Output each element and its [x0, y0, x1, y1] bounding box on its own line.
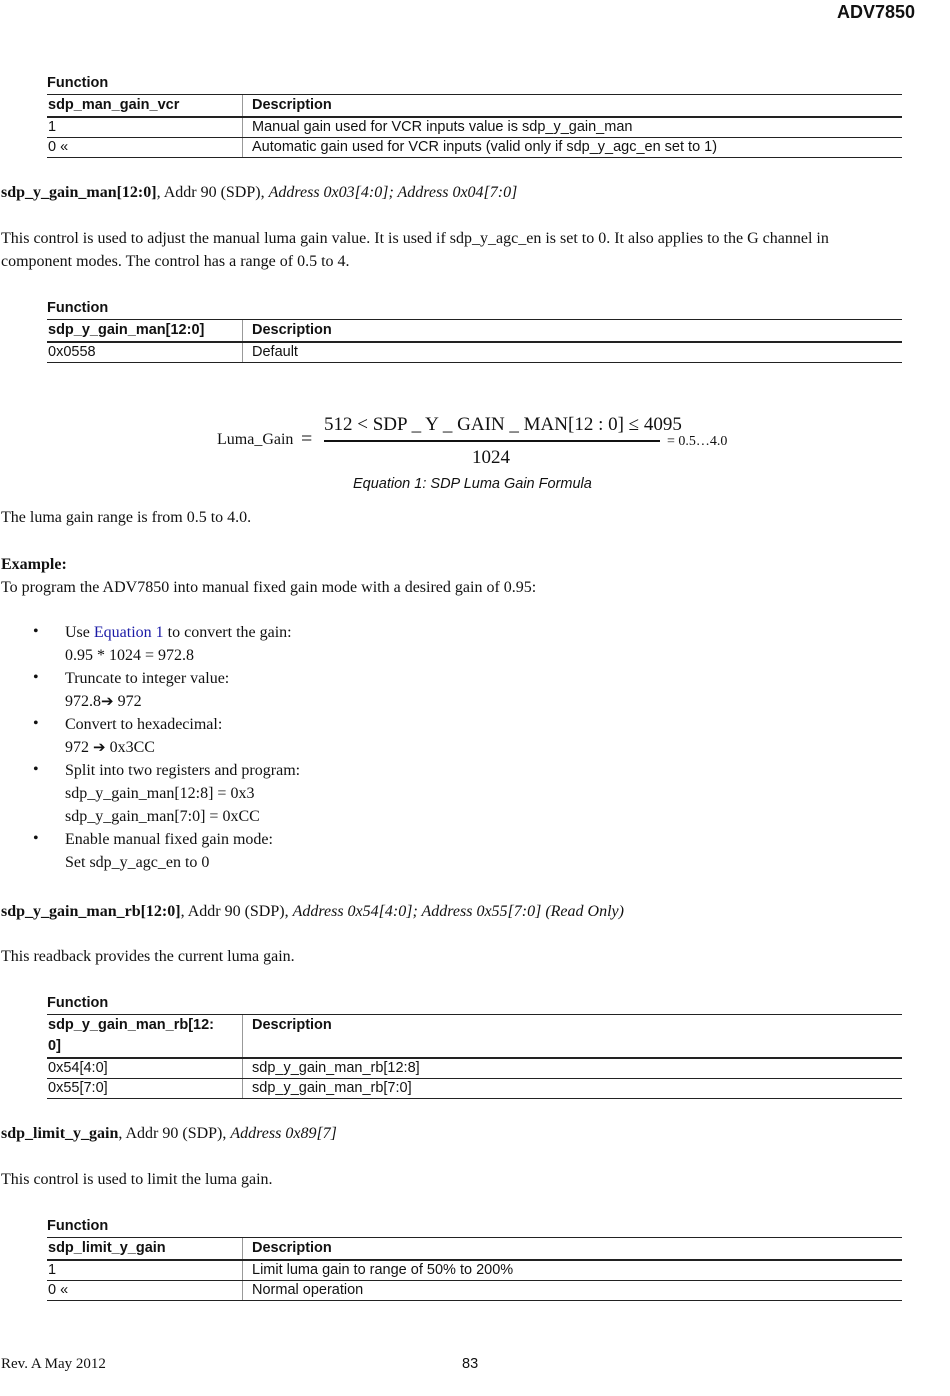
step-detail: Set sdp_y_agc_en to 0	[65, 854, 210, 871]
document-title: ADV7850	[836, 2, 915, 22]
step-line: Enable manual fixed gain mode:	[65, 831, 273, 848]
table-row	[47, 1281, 902, 1301]
table-cell: 1	[47, 118, 243, 137]
table-caption: Function	[47, 300, 109, 316]
table-sdp-y-gain-man	[47, 298, 902, 363]
register-address: Address 0x89[7]	[230, 1125, 337, 1142]
step-detail: sdp_y_gain_man[12:8] = 0x3	[65, 785, 255, 802]
list-item	[0, 758, 600, 827]
table-cell: Normal operation	[252, 1282, 364, 1298]
equation-rhs: = 0.5…4.0	[667, 434, 728, 449]
table-header	[47, 1014, 902, 1059]
column-header-line: 0]	[48, 1038, 61, 1054]
description-line: component modes. The control has a range of 0.5 to 4.	[1, 253, 350, 270]
table-cell: 0x0558	[47, 343, 243, 362]
column-header: sdp_man_gain_vcr	[47, 95, 243, 116]
column-header: Description	[252, 97, 332, 113]
page-number: 83	[462, 1356, 479, 1372]
column-header: Description	[252, 1017, 332, 1033]
register-name: sdp_y_gain_man[12:0]	[1, 184, 157, 201]
table-caption: Function	[47, 995, 109, 1011]
step-text: 972	[65, 739, 93, 756]
table-cell: Manual gain used for VCR inputs value is sdp_y_gain_man	[252, 119, 633, 135]
table-caption: Function	[47, 75, 109, 91]
table-cell: 0x54[4:0]	[47, 1059, 243, 1078]
equation-denominator: 1024	[472, 447, 510, 468]
bullet-icon: •	[33, 830, 39, 847]
register-addr: , Addr 90 (SDP),	[118, 1125, 231, 1142]
example-heading-text: Example:	[1, 556, 67, 573]
revision-text: Rev. A May 2012	[1, 1356, 106, 1372]
register-name: sdp_limit_y_gain	[1, 1125, 119, 1142]
arrow-right-icon: ➔	[101, 692, 114, 710]
register-heading	[1, 1122, 901, 1145]
arrow-right-icon: ➔	[93, 738, 106, 756]
column-header: sdp_y_gain_man[12:0]	[47, 320, 243, 341]
bullet-icon: •	[33, 715, 39, 732]
equation-equals: =	[301, 428, 313, 450]
list-item	[0, 620, 600, 666]
table-row	[47, 1079, 902, 1099]
step-line: Split into two registers and program:	[65, 762, 301, 779]
register-description	[1, 227, 901, 273]
step-line: Truncate to integer value:	[65, 670, 230, 687]
table-cell: 0 «	[47, 138, 243, 157]
table-row	[47, 1261, 902, 1281]
step-text: to convert the gain:	[163, 624, 292, 641]
register-address: Address 0x54[4:0]; Address 0x55[7:0] (Read Only)	[292, 903, 624, 920]
register-description: This readback provides the current luma gain.	[1, 948, 295, 965]
step-text: 972.8	[65, 693, 101, 710]
register-description: This control is used to limit the luma gain.	[1, 1171, 273, 1188]
equation-numerator: 512 < SDP _ Y _ GAIN _ MAN[12 : 0] ≤ 4095	[324, 414, 682, 435]
register-addr: , Addr 90 (SDP),	[156, 184, 269, 201]
step-detail: 0.95 * 1024 = 972.8	[65, 647, 195, 664]
column-header: sdp_limit_y_gain	[47, 1238, 243, 1259]
table-row	[47, 138, 902, 158]
register-name: sdp_y_gain_man_rb[12:0]	[1, 903, 181, 920]
example-steps	[0, 620, 600, 873]
table-cell: Automatic gain used for VCR inputs (valid only if sdp_y_agc_en set to 1)	[252, 139, 718, 155]
table-sdp-y-gain-man-rb	[47, 993, 902, 1099]
table-cell: Limit luma gain to range of 50% to 200%	[252, 1262, 514, 1278]
register-address: Address 0x03[4:0]; Address 0x04[7:0]	[268, 184, 518, 201]
table-row	[47, 118, 902, 138]
bullet-icon: •	[33, 761, 39, 778]
bullet-icon: •	[33, 623, 39, 640]
step-text: 0x3CC	[105, 739, 155, 756]
step-detail	[65, 736, 155, 759]
bullet-icon: •	[33, 669, 39, 686]
table-sdp-limit-y-gain	[47, 1216, 902, 1301]
step-line: Convert to hexadecimal:	[65, 716, 223, 733]
example-heading	[1, 553, 901, 576]
fraction-bar	[324, 440, 660, 442]
equation-lhs: Luma_Gain	[217, 431, 294, 448]
register-addr: , Addr 90 (SDP),	[180, 903, 293, 920]
column-header	[47, 1015, 243, 1057]
table-cell: 0 «	[47, 1281, 243, 1300]
table-cell: 0x55[7:0]	[47, 1079, 243, 1098]
table-caption: Function	[47, 1218, 109, 1234]
step-detail: sdp_y_gain_man[7:0] = 0xCC	[65, 808, 260, 825]
column-header: Description	[252, 1240, 332, 1256]
column-header-line: sdp_y_gain_man_rb[12:	[48, 1017, 215, 1033]
table-cell: sdp_y_gain_man_rb[12:8]	[252, 1060, 420, 1076]
table-row	[47, 343, 902, 363]
example-intro: To program the ADV7850 into manual fixed gain mode with a desired gain of 0.95:	[1, 579, 537, 596]
table-cell: sdp_y_gain_man_rb[7:0]	[252, 1080, 412, 1096]
table-cell: 1	[47, 1261, 243, 1280]
column-header: Description	[252, 322, 332, 338]
range-text: The luma gain range is from 0.5 to 4.0.	[1, 509, 252, 526]
equation-link[interactable]: Equation 1	[93, 624, 164, 641]
step-detail	[65, 690, 142, 713]
step-line	[65, 621, 292, 644]
equation-caption: Equation 1: SDP Luma Gain Formula	[353, 476, 592, 492]
table-header	[47, 1237, 902, 1261]
list-item	[0, 666, 600, 712]
step-text: 972	[113, 693, 142, 710]
table-sdp-man-gain-vcr	[47, 73, 902, 158]
description-line: This control is used to adjust the manual luma gain value. It is used if sdp_y_agc_en is set to 0. It also applies to the G channel in	[1, 230, 829, 247]
step-text: Use	[65, 624, 94, 641]
list-item	[0, 827, 600, 873]
table-row	[47, 1059, 902, 1079]
table-header	[47, 319, 902, 343]
table-cell: Default	[252, 344, 298, 360]
table-header	[47, 94, 902, 118]
list-item	[0, 712, 600, 758]
register-heading	[1, 900, 901, 923]
register-heading	[1, 181, 901, 204]
